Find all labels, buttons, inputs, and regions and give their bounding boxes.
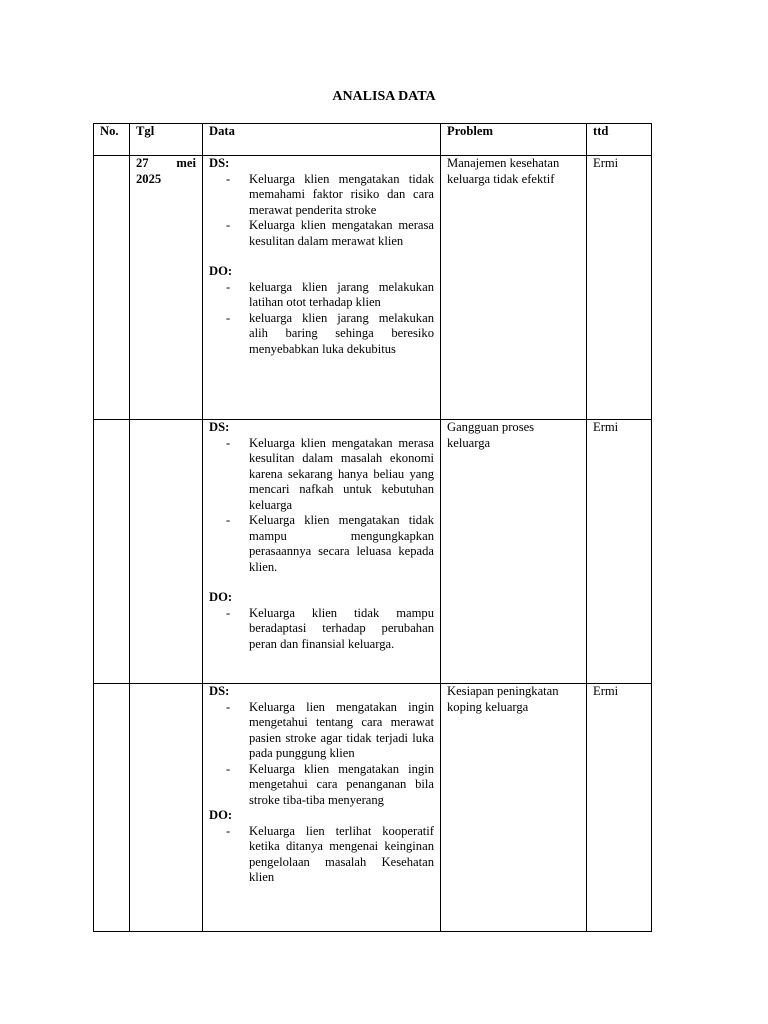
cell-no [94, 156, 130, 420]
list-item: - Keluarga lien mengatakan ingin mengetahui tentang cara merawat pasien stroke agar tidak terjadi luka pada punggung klien [249, 700, 434, 762]
ds-list [209, 436, 434, 576]
do-list [209, 606, 434, 653]
list-item: - Keluarga klien mengatakan ingin mengetahui cara penanganan bila stroke tiba-tiba menyerang [249, 762, 434, 809]
cell-ttd: Ermi [587, 420, 652, 684]
cell-tgl [130, 156, 203, 420]
cell-problem: Manajemen kesehatan keluarga tidak efektif [441, 156, 587, 420]
cell-data [203, 420, 441, 684]
cell-tgl [130, 684, 203, 932]
list-item: - Keluarga klien mengatakan tidak memahami faktor risiko dan cara merawat penderita stroke [249, 172, 434, 219]
do-list [209, 280, 434, 358]
ds-label: DS: [209, 420, 230, 434]
table-row [94, 684, 652, 932]
cell-data [203, 684, 441, 932]
list-item: - Keluarga klien mengatakan tidak mampu mengungkapkan perasaannya secara leluasa kepada klien. [249, 513, 434, 575]
cell-no [94, 420, 130, 684]
tgl-month: mei [176, 156, 196, 170]
ds-list [209, 172, 434, 250]
ds-list [209, 700, 434, 809]
tgl-year: 2025 [136, 171, 162, 186]
do-label: DO: [209, 590, 233, 604]
cell-problem: Kesiapan peningkatan koping keluarga [441, 684, 587, 932]
header-problem: Problem [441, 124, 587, 156]
list-item: - Keluarga klien mengatakan merasa kesulitan dalam merawat klien [249, 218, 434, 249]
cell-no [94, 684, 130, 932]
header-ttd: ttd [587, 124, 652, 156]
cell-ttd: Ermi [587, 684, 652, 932]
header-no: No. [94, 124, 130, 156]
cell-ttd: Ermi [587, 156, 652, 420]
list-item: - Keluarga klien tidak mampu beradaptasi terhadap perubahan peran dan finansial keluarga. [249, 606, 434, 653]
header-data: Data [203, 124, 441, 156]
list-item: - Keluarga lien terlihat kooperatif ketika ditanya mengenai keinginan pengelolaan masalah Kesehatan klien [249, 824, 434, 886]
list-item: - keluarga klien jarang melakukan alih baring sehinga beresiko menyebabkan luka dekubitus [249, 311, 434, 358]
cell-tgl [130, 420, 203, 684]
table-header-row [94, 124, 652, 156]
cell-problem: Gangguan proses keluarga [441, 420, 587, 684]
list-item: - Keluarga klien mengatakan merasa kesulitan dalam masalah ekonomi karena sekarang hanya beliau yang mencari nafkah untuk kebutuhan keluarga [249, 436, 434, 514]
ds-label: DS: [209, 156, 230, 170]
tgl-day: 27 [136, 156, 149, 170]
list-item: - keluarga klien jarang melakukan latihan otot terhadap klien [249, 280, 434, 311]
do-label: DO: [209, 264, 233, 278]
ds-label: DS: [209, 684, 230, 698]
cell-data [203, 156, 441, 420]
analisa-data-table [93, 123, 652, 932]
do-label: DO: [209, 808, 233, 822]
document-title: ANALISA DATA [332, 89, 436, 104]
table-row [94, 156, 652, 420]
do-list [209, 824, 434, 886]
table-row [94, 420, 652, 684]
header-tgl: Tgl [130, 124, 203, 156]
